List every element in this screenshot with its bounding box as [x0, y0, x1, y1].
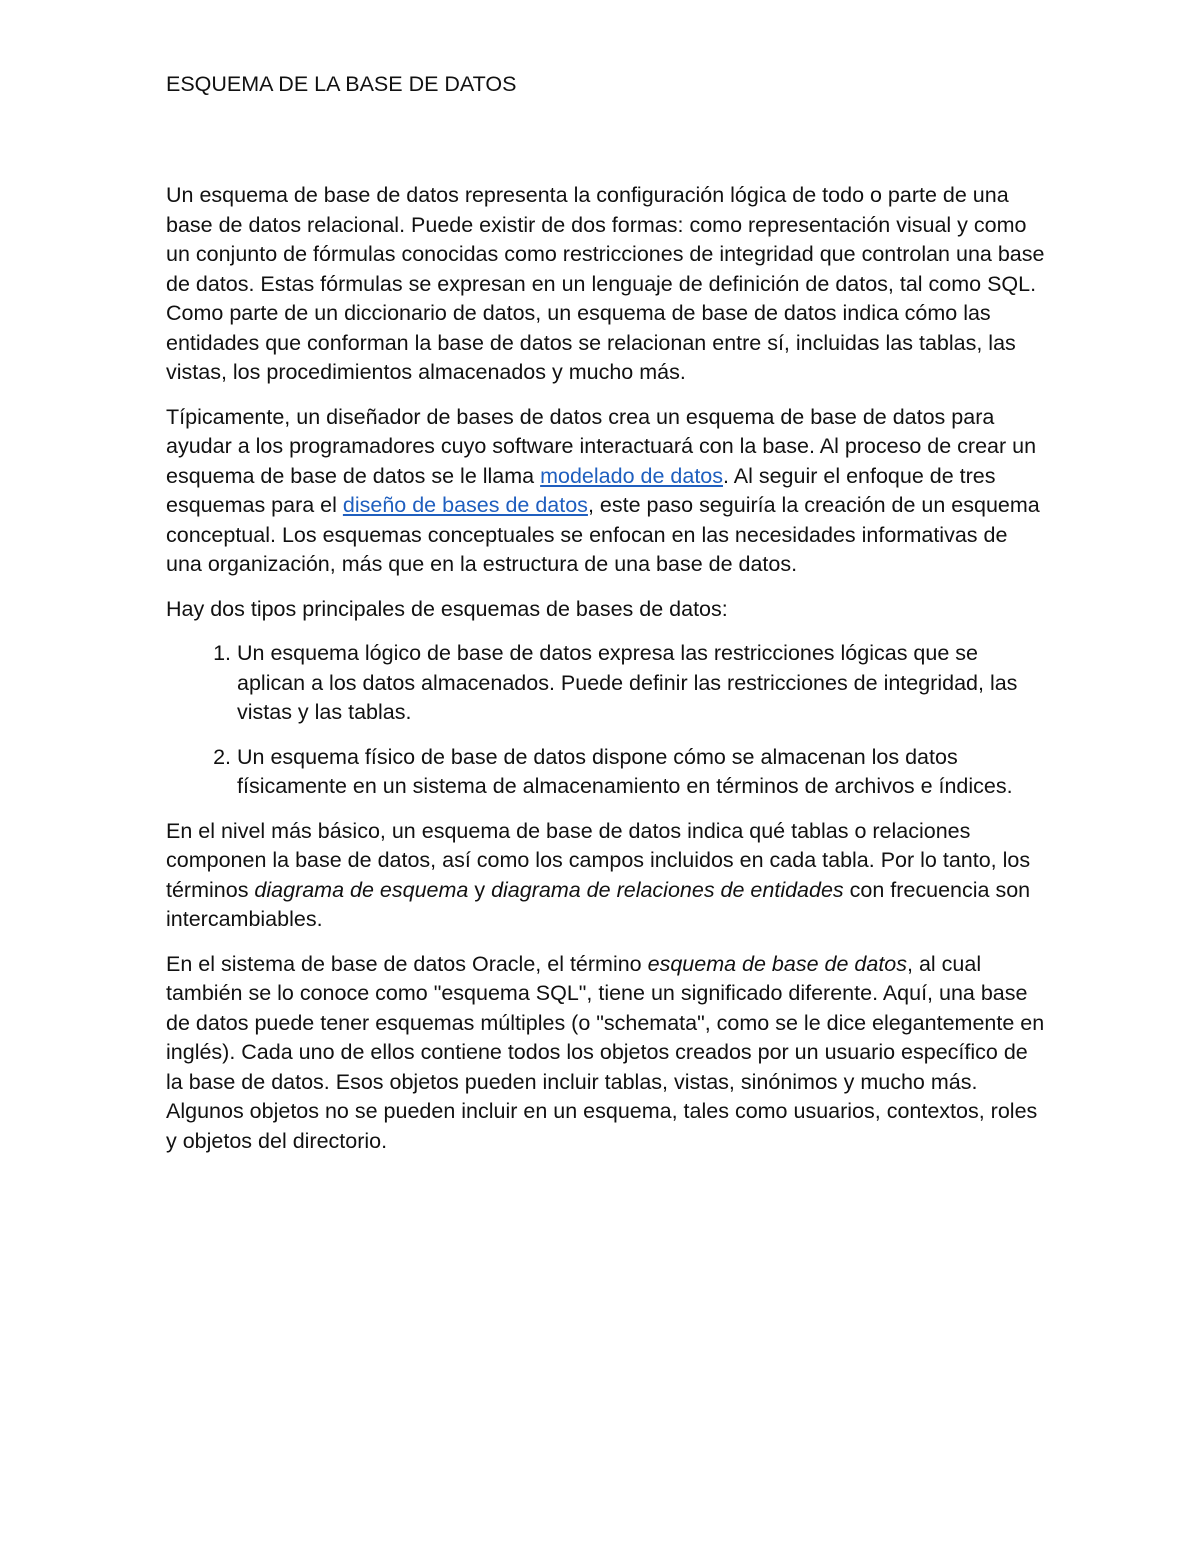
italic-term: diagrama de esquema	[254, 877, 469, 902]
document-page	[166, 60, 1046, 1171]
text-segment: En el nivel más básico, un esquema de base de datos indica qué tablas o relaciones componen la base de datos, así como los campos incluidos en cada tabla. Por lo tanto, los términos	[166, 818, 1031, 902]
document-title: ESQUEMA DE LA BASE DE DATOS	[166, 72, 517, 96]
italic-term: esquema de base de datos	[647, 951, 907, 976]
schema-types-list	[166, 639, 1046, 802]
link-modelado-de-datos[interactable]: modelado de datos	[540, 463, 723, 488]
link-diseno-de-bases-de-datos[interactable]: diseño de bases de datos	[342, 493, 588, 517]
paragraph-basic-level	[166, 817, 1046, 935]
list-item-physical: 2. Un esquema físico de base de datos dispone cómo se almacenan los datos físicamente en un sistema de almacenamiento en términos de archivos e índices.	[237, 743, 1046, 802]
text-segment: Típicamente, un diseñador de bases de datos crea un esquema de base de datos para ayudar a los programadores cuyo software interactuará con la base. Al proceso de crear un esquema de base de datos se le llama	[166, 404, 1037, 488]
text-segment: . Al seguir el enfoque de tres esquemas para el	[166, 463, 996, 517]
paragraph-oracle	[166, 950, 1046, 1157]
paragraph-designer	[166, 403, 1046, 580]
list-item-logical: 1. Un esquema lógico de base de datos expresa las restricciones lógicas que se aplican a los datos almacenados. Puede definir las restricciones de integridad, las vistas y las tablas.	[237, 639, 1046, 728]
paragraph-types-intro: Hay dos tipos principales de esquemas de bases de datos:	[166, 596, 728, 621]
text-segment: , al cual también se lo conoce como "esquema SQL", tiene un significado diferente. Aquí, una base de datos puede tener esquemas múltiples (o "schemata", como se le dice elegantemente en inglés). Cada uno de ellos contiene todos los objetos creados por un usuario específico de la base de datos. Esos objetos pueden incluir tablas, vistas, sinónimos y mucho más. Algunos objetos no se pueden incluir en un esquema, tales como usuarios, contextos, roles y objetos del directorio.	[166, 951, 1045, 1153]
text-segment: y	[468, 877, 492, 902]
italic-term: diagrama de relaciones de entidades	[491, 877, 844, 902]
text-segment: En el sistema de base de datos Oracle, el término	[166, 951, 648, 976]
text-segment: , este paso seguiría la creación de un esquema conceptual. Los esquemas conceptuales se enfocan en las necesidades informativas de una organización, más que en la estructura de una base de datos.	[166, 493, 1040, 576]
paragraph-intro: Un esquema de base de datos representa la configuración lógica de todo o parte de una base de datos relacional. Puede existir de dos formas: como representación visual y como un conjunto de fórmulas conocidas como restricciones de integridad que controlan una base de datos. Estas fórmulas se expresan en un lenguaje de definición de datos, tal como SQL. Como parte de un diccionario de datos, un esquema de base de datos indica cómo las entidades que conforman la base de datos se relacionan entre sí, incluidas las tablas, las vistas, los procedimientos almacenados y mucho más.	[166, 183, 1045, 384]
text-segment: con frecuencia son intercambiables.	[166, 877, 1031, 931]
